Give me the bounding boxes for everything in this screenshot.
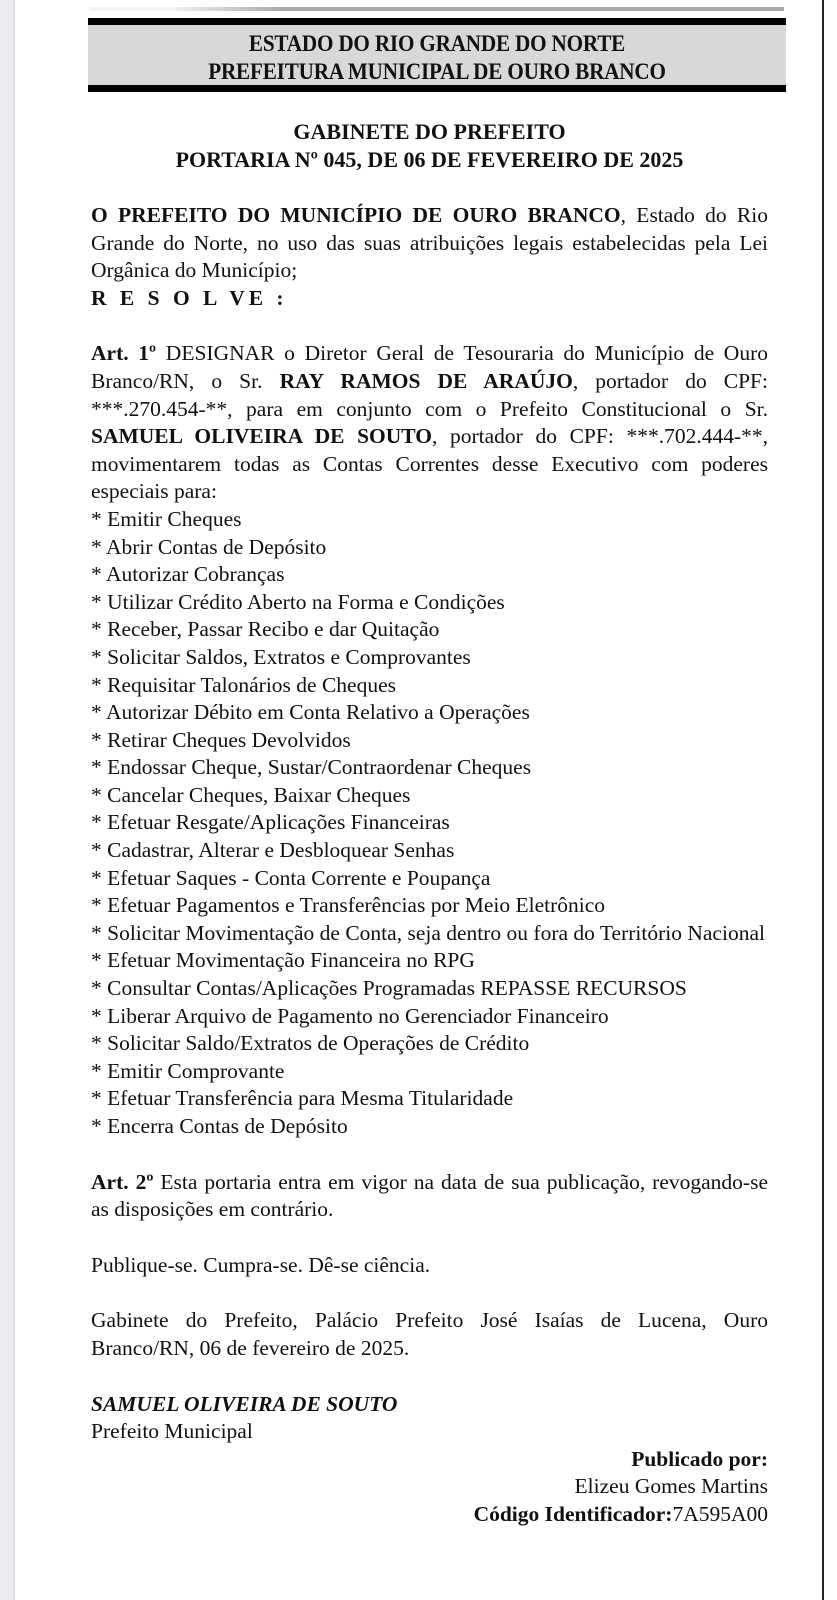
power-item: * Cadastrar, Alterar e Desbloquear Senhas (91, 838, 455, 863)
page-right-border (822, 0, 824, 1600)
power-item: * Autorizar Débito em Conta Relativo a Operações (91, 700, 530, 725)
preamble-subject: O PREFEITO DO MUNICÍPIO DE OURO BRANCO (91, 203, 621, 227)
power-item: * Receber, Passar Recibo e dar Quitação (91, 617, 440, 642)
article-1-text-a: DESIGNAR o Diretor Geral de Tesouraria do Município de Ouro Branco/RN, o Sr. (91, 341, 768, 393)
power-item: * Efetuar Resgate/Aplicações Financeiras (91, 810, 450, 835)
place-and-date: Gabinete do Prefeito, Palácio Prefeito José Isaías de Lucena, Ouro Branco/RN, 06 de fevereiro de 2025. (91, 1308, 768, 1360)
viewer-left-margin (0, 0, 15, 1600)
power-item: * Liberar Arquivo de Pagamento no Gerenciador Financeiro (91, 1003, 609, 1028)
power-item: * Efetuar Saques - Conta Corrente e Poupança (91, 865, 491, 890)
power-item: * Autorizar Cobranças (91, 562, 285, 587)
preamble-text: Rio Grande do Norte, no uso das suas atribuições legais estabelecidas pela Lei Orgânica do Município; (91, 203, 768, 283)
article-1 (91, 340, 768, 506)
closing-formula: Publique-se. Cumpra-se. Dê-se ciência. (91, 1252, 431, 1277)
document-body (91, 118, 768, 1529)
signatory-role: Prefeito Municipal (91, 1419, 253, 1444)
office-title: GABINETE DO PREFEITO (293, 119, 566, 144)
power-item: * Consultar Contas/Aplicações Programadas REPASSE RECURSOS (91, 976, 687, 1001)
identifier-code-label: Código Identificador: (473, 1501, 673, 1526)
ordinance-title: PORTARIA Nº 045, DE 06 DE FEVEREIRO DE 2025 (175, 147, 684, 172)
power-item: * Retirar Cheques Devolvidos (91, 727, 351, 752)
powers-list (91, 506, 768, 1141)
article-1-label: Art. 1º (91, 341, 157, 366)
preamble (91, 202, 768, 285)
top-divider (89, 7, 784, 11)
power-item: * Encerra Contas de Depósito (91, 1114, 348, 1138)
article-2-label: Art. 2º (91, 1169, 154, 1194)
power-item: * Requisitar Talonários de Cheques (91, 672, 397, 697)
power-item: * Endossar Cheque, Sustar/Contraordenar Cheques (91, 755, 532, 780)
header-state: ESTADO DO RIO GRANDE DO NORTE (248, 31, 626, 56)
power-item: * Cancelar Cheques, Baixar Cheques (91, 782, 411, 807)
article-1-text-b: , portador do CPF: ***.270.454-**, para em conjunto com o Prefeito Constitucional o Sr. (91, 368, 768, 421)
designee-name: RAY RAMOS DE ARAÚJO (279, 368, 573, 393)
identifier-code-value: 7A595A00 (672, 1501, 768, 1526)
identifier-code (91, 1501, 768, 1529)
article-2 (91, 1169, 768, 1224)
article-1-text-c: , portador do CPF: ***.702.444-**, movimentarem todas as Contas Correntes desse Executivo com poderes especiais para: (91, 424, 768, 504)
resolve-heading: R E S O L VE : (91, 285, 288, 310)
power-item: * Efetuar Pagamentos e Transferências por Meio Eletrônico (91, 893, 606, 918)
header-municipality: PREFEITURA MUNICIPAL DE OURO BRANCO (208, 59, 666, 84)
power-item: * Efetuar Transferência para Mesma Titularidade (91, 1086, 514, 1111)
power-item: * Solicitar Saldo/Extratos de Operações de Crédito (91, 1031, 530, 1056)
article-2-text: Esta portaria entra em vigor na data de sua publicação, revogando-se as disposições em contrário. (91, 1169, 768, 1222)
power-item: * Solicitar Movimentação de Conta, seja dentro ou fora do Território Nacional (91, 920, 765, 945)
signatory-name: SAMUEL OLIVEIRA DE SOUTO (91, 1391, 398, 1416)
power-item: * Emitir Comprovante (91, 1058, 285, 1083)
document-header-banner (88, 18, 786, 92)
power-item: * Abrir Contas de Depósito (91, 534, 327, 559)
preamble-tail: , Estado do (620, 203, 727, 227)
publisher-name: Elizeu Gomes Martins (574, 1474, 768, 1499)
power-item: * Solicitar Saldos, Extratos e Comprovantes (91, 644, 471, 669)
published-by-label: Publicado por: (631, 1446, 768, 1471)
power-item: * Efetuar Movimentação Financeira no RPG (91, 948, 475, 973)
power-item: * Emitir Cheques (91, 506, 242, 531)
mayor-name: SAMUEL OLIVEIRA DE SOUTO (91, 424, 432, 449)
power-item: * Utilizar Crédito Aberto na Forma e Condições (91, 589, 505, 614)
